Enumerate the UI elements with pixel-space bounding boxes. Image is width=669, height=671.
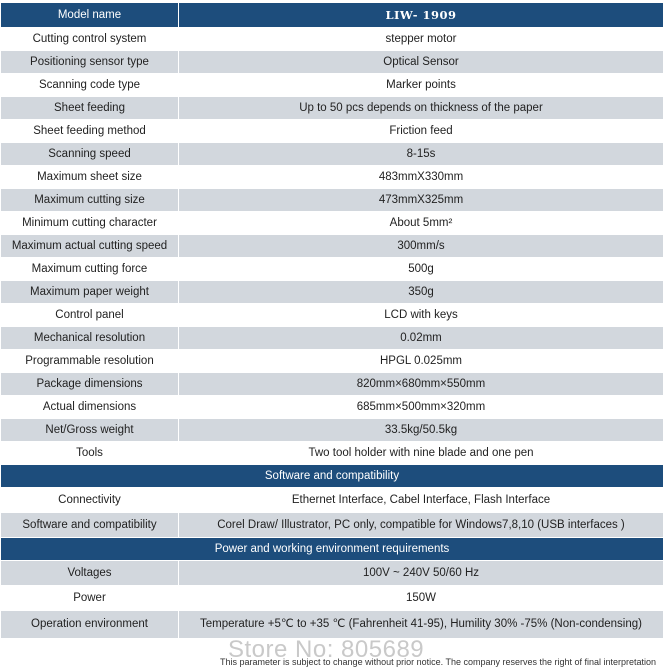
- spec-row: [1, 396, 664, 419]
- spec-row: [1, 561, 664, 586]
- section-header-power: [1, 538, 664, 561]
- spec-value: 820mm×680mm×550mm: [179, 373, 664, 396]
- spec-label: Sheet feeding: [1, 97, 179, 120]
- spec-value: Temperature +5℃ to +35 ℃ (Fahrenheit 41-95), Humility 30% -75% (Non-condensing): [179, 611, 664, 639]
- spec-label: Actual dimensions: [1, 396, 179, 419]
- spec-value: Friction feed: [179, 120, 664, 143]
- spec-value: stepper motor: [179, 28, 664, 51]
- spec-label: Positioning sensor type: [1, 51, 179, 74]
- spec-row: [1, 258, 664, 281]
- section-title: Power and working environment requirements: [1, 538, 664, 561]
- footnote: This parameter is subject to change without prior notice. The company reserves the right of final interpretation: [220, 657, 657, 667]
- spec-label: Minimum cutting character: [1, 212, 179, 235]
- spec-label: Sheet feeding method: [1, 120, 179, 143]
- spec-value: 685mm×500mm×320mm: [179, 396, 664, 419]
- spec-value: 473mmX325mm: [179, 189, 664, 212]
- spec-value: Corel Draw/ Illustrator, PC only, compatible for Windows7,8,10 (USB interfaces ): [179, 513, 664, 538]
- spec-label: Operation environment: [1, 611, 179, 639]
- header-row: [1, 3, 664, 28]
- spec-label: Voltages: [1, 561, 179, 586]
- spec-table: [0, 2, 664, 639]
- spec-label: Mechanical resolution: [1, 327, 179, 350]
- spec-row: [1, 189, 664, 212]
- spec-label: Scanning code type: [1, 74, 179, 97]
- spec-row: [1, 281, 664, 304]
- header-label: Model name: [1, 3, 179, 28]
- spec-label: Software and compatibility: [1, 513, 179, 538]
- spec-value: 350g: [179, 281, 664, 304]
- spec-row: [1, 304, 664, 327]
- spec-row: [1, 97, 664, 120]
- spec-value: About 5mm²: [179, 212, 664, 235]
- spec-row: [1, 212, 664, 235]
- spec-value: 500g: [179, 258, 664, 281]
- spec-row: [1, 488, 664, 513]
- section-title: Software and compatibility: [1, 465, 664, 488]
- spec-value: HPGL 0.025mm: [179, 350, 664, 373]
- spec-value: Marker points: [179, 74, 664, 97]
- spec-row: [1, 442, 664, 465]
- spec-row: [1, 120, 664, 143]
- spec-row: [1, 611, 664, 639]
- spec-row: [1, 143, 664, 166]
- spec-label: Power: [1, 586, 179, 611]
- spec-label: Tools: [1, 442, 179, 465]
- spec-value: Ethernet Interface, Cabel Interface, Flash Interface: [179, 488, 664, 513]
- spec-row: [1, 586, 664, 611]
- spec-value: 0.02mm: [179, 327, 664, 350]
- spec-row: [1, 51, 664, 74]
- spec-row: [1, 28, 664, 51]
- spec-value: 33.5kg/50.5kg: [179, 419, 664, 442]
- spec-label: Programmable resolution: [1, 350, 179, 373]
- spec-label: Scanning speed: [1, 143, 179, 166]
- spec-row: [1, 166, 664, 189]
- spec-label: Control panel: [1, 304, 179, 327]
- spec-row: [1, 74, 664, 97]
- spec-value: 300mm/s: [179, 235, 664, 258]
- spec-row: [1, 327, 664, 350]
- spec-value: 100V ~ 240V 50/60 Hz: [179, 561, 664, 586]
- spec-value: 8-15s: [179, 143, 664, 166]
- spec-label: Connectivity: [1, 488, 179, 513]
- spec-label: Net/Gross weight: [1, 419, 179, 442]
- spec-label: Maximum paper weight: [1, 281, 179, 304]
- spec-value: Two tool holder with nine blade and one pen: [179, 442, 664, 465]
- spec-value: Up to 50 pcs depends on thickness of the paper: [179, 97, 664, 120]
- section-header-software: [1, 465, 664, 488]
- spec-label: Maximum sheet size: [1, 166, 179, 189]
- spec-label: Maximum cutting size: [1, 189, 179, 212]
- spec-row: [1, 513, 664, 538]
- spec-value: 150W: [179, 586, 664, 611]
- spec-value: Optical Sensor: [179, 51, 664, 74]
- spec-row: [1, 419, 664, 442]
- store-watermark: Store No: 805689: [228, 636, 425, 663]
- spec-value: 483mmX330mm: [179, 166, 664, 189]
- spec-value: LCD with keys: [179, 304, 664, 327]
- model-name: LIW- 1909: [179, 3, 664, 28]
- spec-row: [1, 350, 664, 373]
- spec-label: Maximum actual cutting speed: [1, 235, 179, 258]
- spec-label: Maximum cutting force: [1, 258, 179, 281]
- spec-row: [1, 373, 664, 396]
- spec-row: [1, 235, 664, 258]
- spec-label: Package dimensions: [1, 373, 179, 396]
- spec-label: Cutting control system: [1, 28, 179, 51]
